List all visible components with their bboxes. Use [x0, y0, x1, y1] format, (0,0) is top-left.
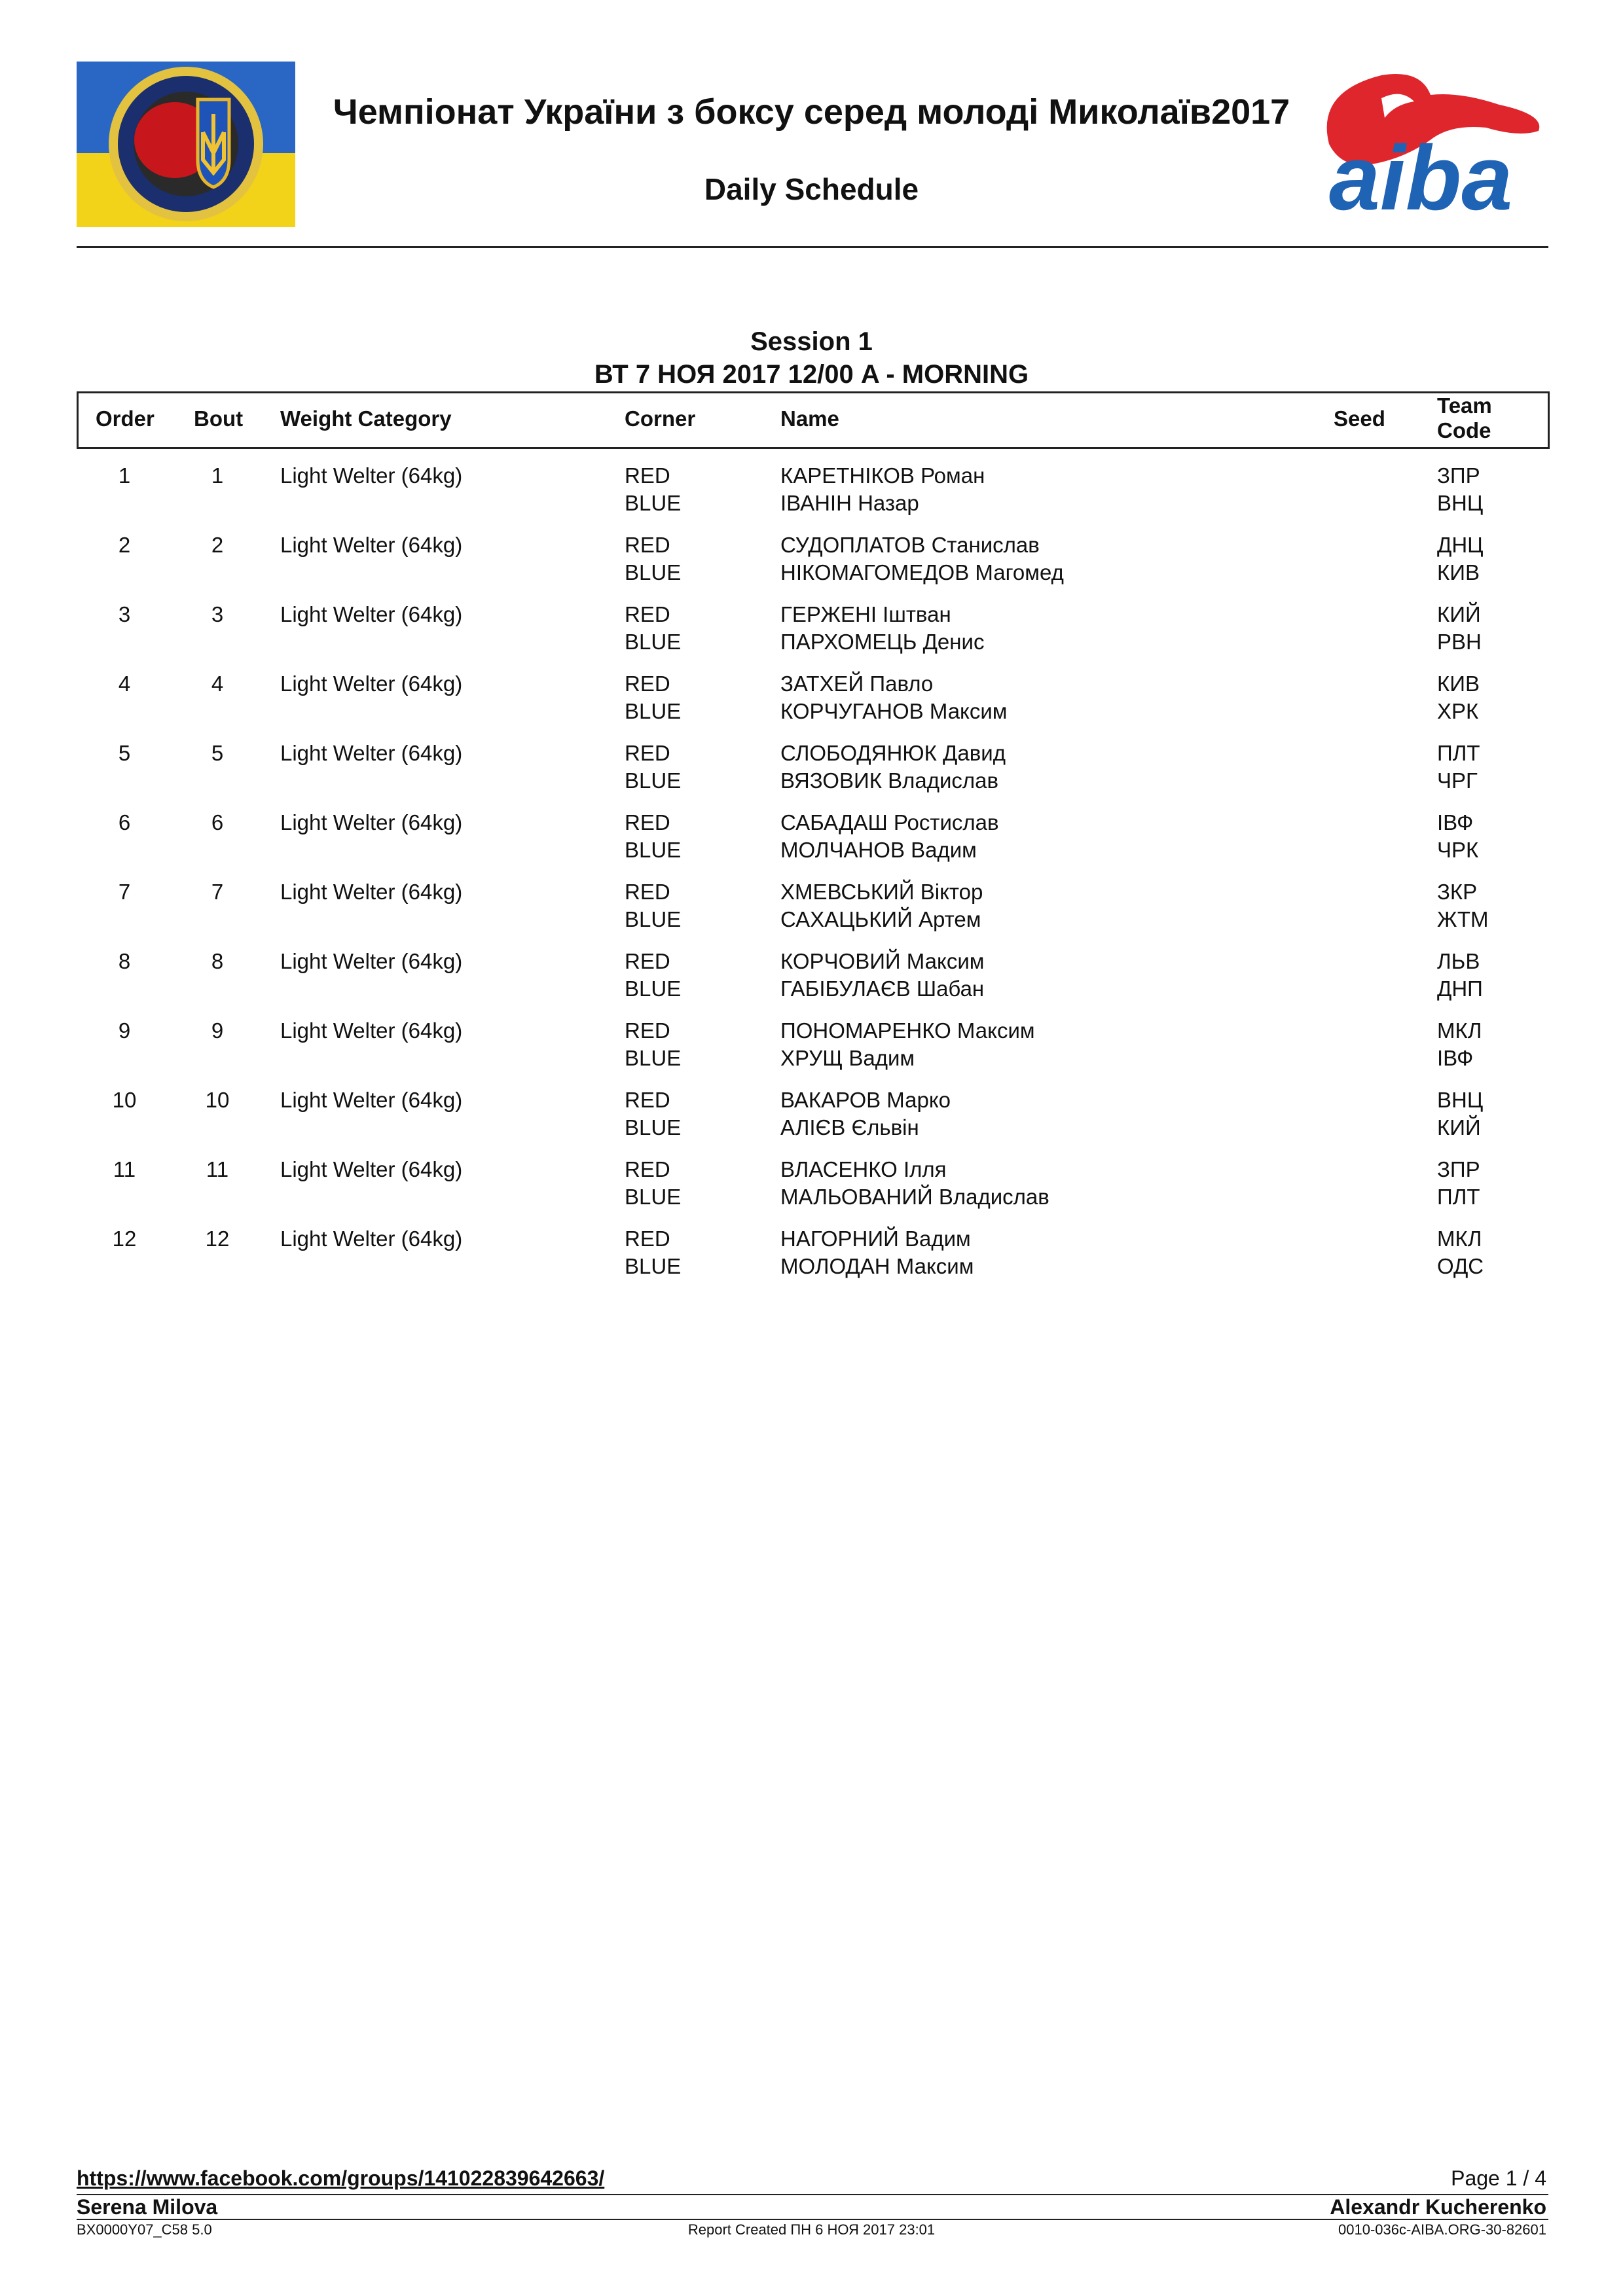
cell-weight-category: Light Welter (64kg)	[280, 672, 463, 696]
cell-blue-team-code: КИЙ	[1437, 1115, 1481, 1139]
cell-red-team-code: ЗПР	[1437, 463, 1480, 488]
cell-bout: 6	[211, 810, 224, 834]
cell-corner-red: RED	[625, 880, 670, 904]
cell-corner-red: RED	[625, 602, 670, 626]
cell-blue-team-code: ОДС	[1437, 1254, 1484, 1278]
cell-corner-blue: BLUE	[625, 699, 682, 723]
cell-order: 1	[118, 463, 131, 488]
table-row	[0, 1224, 1623, 1293]
cell-blue-team-code: ДНП	[1437, 977, 1483, 1001]
cell-blue-boxer-name: КОРЧУГАНОВ Максим	[780, 699, 1008, 723]
cell-blue-boxer-name: МАЛЬОВАНИЙ Владислав	[780, 1185, 1049, 1209]
cell-order: 6	[118, 810, 131, 834]
cell-bout: 10	[205, 1088, 230, 1112]
cell-blue-boxer-name: НІКОМАГОМЕДОВ Магомед	[780, 560, 1064, 584]
cell-red-team-code: МКЛ	[1437, 1227, 1482, 1251]
cell-blue-boxer-name: МОЛОДАН Максим	[780, 1254, 974, 1278]
cell-red-boxer-name: ЗАТХЕЙ Павло	[780, 672, 934, 696]
header-seed: Seed	[1334, 406, 1385, 431]
table-row	[0, 600, 1623, 669]
cell-weight-category: Light Welter (64kg)	[280, 810, 463, 834]
cell-bout: 1	[211, 463, 224, 488]
cell-red-boxer-name: НАГОРНИЙ Вадим	[780, 1227, 971, 1251]
cell-weight-category: Light Welter (64kg)	[280, 949, 463, 973]
cell-red-boxer-name: КОРЧОВИЙ Максим	[780, 949, 985, 973]
cell-red-boxer-name: КАРЕТНІКОВ Роман	[780, 463, 985, 488]
table-row	[0, 1155, 1623, 1224]
page-number: Page 1 / 4	[1451, 2166, 1546, 2190]
header-divider	[77, 246, 1548, 248]
cell-red-team-code: ІВФ	[1437, 810, 1474, 834]
header-team-line2: Code	[1437, 418, 1491, 442]
report-org-id: 0010-036c-AIBA.ORG-30-82601	[1338, 2221, 1546, 2238]
header-bout: Bout	[194, 406, 244, 431]
footer-divider-top	[77, 2194, 1548, 2195]
cell-corner-red: RED	[625, 1088, 670, 1112]
aiba-logo-text: aiba	[1329, 126, 1513, 216]
cell-corner-red: RED	[625, 1157, 670, 1181]
cell-corner-red: RED	[625, 810, 670, 834]
cell-blue-team-code: ПЛТ	[1437, 1185, 1480, 1209]
cell-bout: 12	[205, 1227, 230, 1251]
cell-corner-red: RED	[625, 1018, 670, 1043]
cell-red-boxer-name: ПОНОМАРЕНКО Максим	[780, 1018, 1035, 1043]
cell-red-boxer-name: САБАДАШ Ростислав	[780, 810, 999, 834]
page-title: Чемпіонат України з боксу серед молоді Миколаїв2017	[333, 92, 1290, 132]
cell-corner-blue: BLUE	[625, 838, 682, 862]
cell-red-boxer-name: ХМЕВСЬКИЙ Віктор	[780, 880, 983, 904]
cell-corner-blue: BLUE	[625, 977, 682, 1001]
cell-red-boxer-name: ВЛАСЕНКО Ілля	[780, 1157, 947, 1181]
cell-corner-blue: BLUE	[625, 1254, 682, 1278]
cell-order: 5	[118, 741, 131, 765]
cell-weight-category: Light Welter (64kg)	[280, 1018, 463, 1043]
cell-red-boxer-name: СЛОБОДЯНЮК Давид	[780, 741, 1006, 765]
cell-corner-red: RED	[625, 533, 670, 557]
cell-blue-boxer-name: ПАРХОМЕЦЬ Денис	[780, 630, 985, 654]
cell-weight-category: Light Welter (64kg)	[280, 1157, 463, 1181]
cell-order: 11	[113, 1157, 136, 1181]
cell-corner-blue: BLUE	[625, 491, 682, 515]
cell-corner-red: RED	[625, 672, 670, 696]
cell-red-team-code: ЛЬВ	[1437, 949, 1480, 973]
session-title: Session 1	[750, 327, 873, 356]
table-row	[0, 738, 1623, 808]
cell-red-team-code: ВНЦ	[1437, 1088, 1484, 1112]
header-name: Name	[780, 406, 839, 431]
cell-blue-team-code: ІВФ	[1437, 1046, 1474, 1070]
cell-blue-team-code: ЧРГ	[1437, 768, 1478, 793]
cell-corner-blue: BLUE	[625, 768, 682, 793]
cell-bout: 9	[211, 1018, 224, 1043]
cell-order: 3	[118, 602, 131, 626]
cell-weight-category: Light Welter (64kg)	[280, 1227, 463, 1251]
footer-divider-bottom	[77, 2219, 1548, 2220]
cell-order: 9	[118, 1018, 131, 1043]
cell-weight-category: Light Welter (64kg)	[280, 602, 463, 626]
table-row	[0, 461, 1623, 530]
cell-bout: 8	[211, 949, 224, 973]
table-row	[0, 946, 1623, 1016]
cell-blue-team-code: КИВ	[1437, 560, 1480, 584]
cell-blue-team-code: ВНЦ	[1437, 491, 1484, 515]
cell-bout: 4	[211, 672, 224, 696]
cell-order: 7	[118, 880, 131, 904]
cell-weight-category: Light Welter (64kg)	[280, 741, 463, 765]
header-team-line1: Team	[1437, 393, 1492, 418]
cell-blue-boxer-name: САХАЦЬКИЙ Артем	[780, 907, 981, 931]
footer-official-left: Serena Milova	[77, 2195, 218, 2219]
cell-weight-category: Light Welter (64kg)	[280, 533, 463, 557]
cell-red-boxer-name: СУДОПЛАТОВ Станислав	[780, 533, 1040, 557]
cell-red-boxer-name: ГЕРЖЕНІ Іштван	[780, 602, 951, 626]
report-code: BX0000Y07_C58 5.0	[77, 2221, 212, 2238]
cell-corner-blue: BLUE	[625, 560, 682, 584]
cell-red-team-code: МКЛ	[1437, 1018, 1482, 1043]
cell-blue-team-code: РВН	[1437, 630, 1482, 654]
cell-red-boxer-name: ВАКАРОВ Марко	[780, 1088, 951, 1112]
cell-weight-category: Light Welter (64kg)	[280, 463, 463, 488]
cell-bout: 3	[211, 602, 224, 626]
cell-red-team-code: ЗКР	[1437, 880, 1478, 904]
table-row	[0, 877, 1623, 946]
cell-blue-boxer-name: ГАБІБУЛАЄВ Шабан	[780, 977, 985, 1001]
cell-order: 12	[112, 1227, 137, 1251]
cell-order: 2	[118, 533, 131, 557]
cell-corner-blue: BLUE	[625, 1185, 682, 1209]
cell-bout: 2	[211, 533, 224, 557]
header-order: Order	[96, 406, 155, 431]
cell-blue-team-code: ЖТМ	[1437, 907, 1489, 931]
footer-official-right: Alexandr Kucherenko	[1330, 2195, 1546, 2219]
cell-red-team-code: ЗПР	[1437, 1157, 1480, 1181]
cell-order: 10	[112, 1088, 137, 1112]
cell-bout: 5	[211, 741, 224, 765]
cell-blue-boxer-name: МОЛЧАНОВ Вадим	[780, 838, 977, 862]
header-corner: Corner	[625, 406, 696, 431]
cell-red-team-code: ДНЦ	[1437, 533, 1484, 557]
facebook-group-link[interactable]: https://www.facebook.com/groups/141022839642663/	[77, 2166, 605, 2190]
cell-corner-red: RED	[625, 463, 670, 488]
cell-weight-category: Light Welter (64kg)	[280, 880, 463, 904]
cell-blue-boxer-name: ВЯЗОВИК Владислав	[780, 768, 999, 793]
cell-corner-red: RED	[625, 949, 670, 973]
table-row	[0, 530, 1623, 600]
cell-blue-boxer-name: ІВАНІН Назар	[780, 491, 919, 515]
table-row	[0, 1085, 1623, 1155]
cell-order: 8	[118, 949, 131, 973]
cell-red-team-code: ПЛТ	[1437, 741, 1480, 765]
cell-corner-red: RED	[625, 1227, 670, 1251]
cell-corner-blue: BLUE	[625, 1115, 682, 1139]
cell-corner-blue: BLUE	[625, 1046, 682, 1070]
cell-blue-team-code: ХРК	[1437, 699, 1479, 723]
cell-corner-red: RED	[625, 741, 670, 765]
cell-blue-team-code: ЧРК	[1437, 838, 1479, 862]
table-row	[0, 808, 1623, 877]
cell-bout: 11	[206, 1157, 229, 1181]
report-created: Report Created ПН 6 НОЯ 2017 23:01	[687, 2221, 936, 2238]
cell-blue-boxer-name: АЛІЄВ Єльвін	[780, 1115, 919, 1139]
session-date: ВТ 7 НОЯ 2017 12/00 A - MORNING	[594, 360, 1029, 389]
cell-corner-blue: BLUE	[625, 907, 682, 931]
table-header	[77, 391, 1550, 449]
cell-blue-boxer-name: ХРУЩ Вадим	[780, 1046, 915, 1070]
page-subtitle: Daily Schedule	[704, 172, 919, 206]
cell-bout: 7	[211, 880, 224, 904]
table-row	[0, 669, 1623, 738]
cell-red-team-code: КИЙ	[1437, 602, 1481, 626]
cell-order: 4	[118, 672, 131, 696]
aiba-logo	[1303, 65, 1565, 216]
cell-red-team-code: КИВ	[1437, 672, 1480, 696]
table-row	[0, 1016, 1623, 1085]
cell-weight-category: Light Welter (64kg)	[280, 1088, 463, 1112]
cell-corner-blue: BLUE	[625, 630, 682, 654]
header-weight: Weight Category	[280, 406, 452, 431]
